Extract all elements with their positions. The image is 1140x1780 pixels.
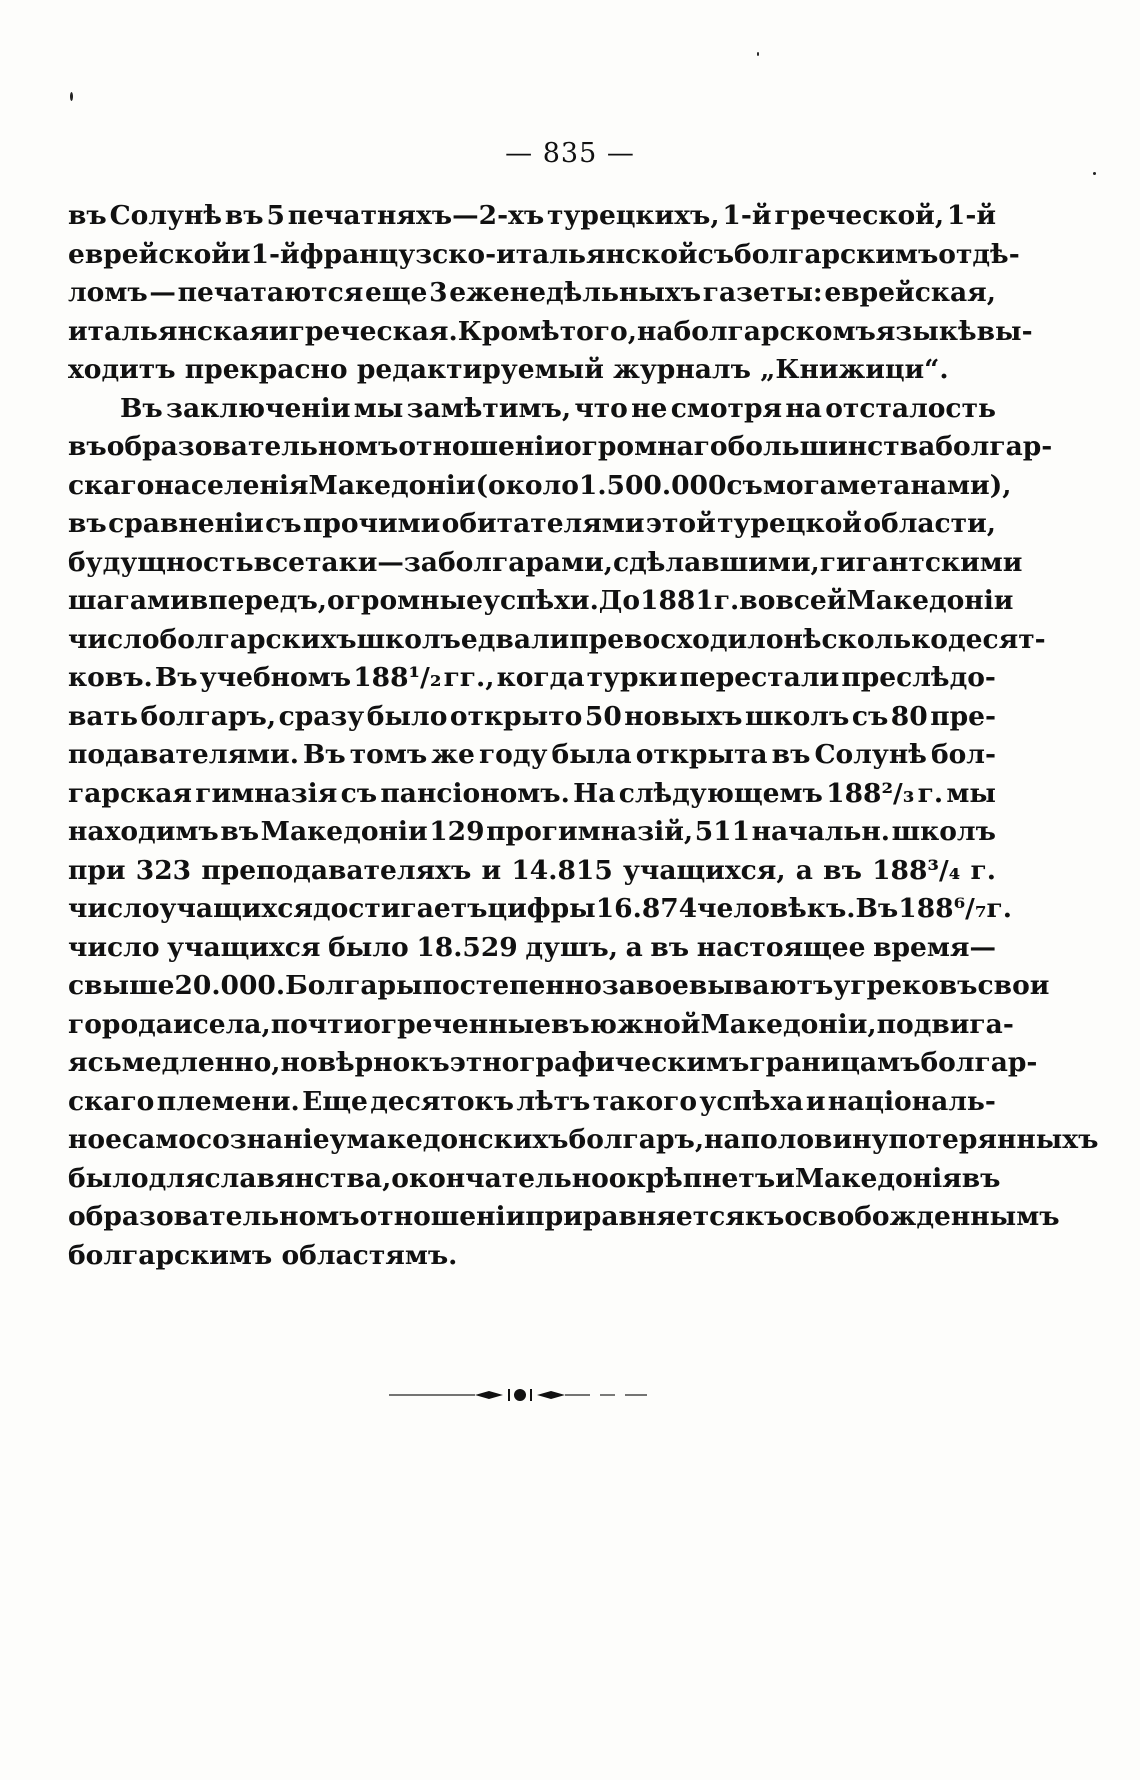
- text-line: число учащихся было 18.529 душъ, а въ настоящее время—: [68, 931, 996, 963]
- text-line: въ Солунѣ въ 5 печатняхъ—2-хъ турецкихъ, 1-й греческой, 1-й: [68, 200, 996, 231]
- text-line: гарская гимназія съ пансіономъ. На слѣдующемъ 188²/₃ г. мы: [68, 777, 996, 809]
- text-line: вать болгаръ, сразу было открыто 50 новыхъ школъ съ 80 пре-: [68, 700, 996, 732]
- text-line: находимъ въ Македоніи 129 прогимназій, 511 начальн. школъ: [68, 816, 996, 847]
- text-line: образовательномъ отношеніи приравняется къ освобожденнымъ: [68, 1201, 1060, 1232]
- text-line: шагами впередъ, огромные успѣхи. До 1881 г. во всей Македоніи: [68, 585, 1014, 616]
- text-line: свыше 20.000. Болгары постепенно завоевываютъ у грековъ свои: [68, 970, 1050, 1001]
- text-line: скаго населенія Македоніи (около 1.500.000 съ могаметанами),: [68, 469, 1012, 501]
- end-ornament: [385, 1380, 655, 1410]
- text-line: было для славянства, окончательно окрѣпнетъ и Македонія въ: [68, 1162, 1001, 1194]
- paragraph-2: [68, 390, 1099, 1276]
- text-line: болгарскимъ областямъ.: [68, 1239, 458, 1271]
- page-number: — 835 —: [505, 138, 635, 169]
- text-line: въ сравненіи съ прочими обитателями этой турецкой области,: [68, 508, 996, 539]
- text-line: ясь медленно, но вѣрно къ этнографическимъ границамъ болгар-: [68, 1047, 1038, 1078]
- paragraph-1: [68, 197, 1033, 390]
- text-line: будущность все таки—за болгарами, сдѣлавшими, гигантскими: [68, 546, 1023, 578]
- text-line: ломъ — печатаются еще 3 еженедѣльныхъ газеты: еврейская,: [68, 277, 996, 308]
- text-line: число учащихся достигаетъ цифры 16.874 человѣкъ. Въ 188⁶/₇ г.: [68, 893, 1012, 924]
- body-text: [68, 197, 1099, 1275]
- text-line: Въ заключеніи мы замѣтимъ, что не смотря на отсталость: [120, 392, 996, 424]
- text-line: ковъ. Въ учебномъ 188¹/₂ гг., когда турки перестали преслѣдо-: [68, 662, 996, 693]
- text-line: подавателями. Въ томъ же году была открыта въ Солунѣ бол-: [68, 739, 996, 770]
- text-line: итальянская и греческая. Кромѣ того, на болгарскомъ языкѣ вы-: [68, 315, 1033, 347]
- ink-speck: [757, 52, 759, 56]
- text-line: скаго племени. Еще десятокъ лѣтъ такого успѣха и національ-: [68, 1085, 996, 1117]
- ink-speck: [1093, 172, 1096, 175]
- text-line: ходитъ прекрасно редактируемый журналъ „Книжици“.: [68, 354, 949, 385]
- text-line: еврейской и 1-й французско - итальянской съ болгарскимъ отдѣ-: [68, 238, 1020, 270]
- text-line: города и села, почти огреченные въ южной Македоніи, подвига-: [68, 1008, 1014, 1040]
- text-line: ное самосознаніе у македонскихъ болгаръ, наполовину потерянныхъ: [68, 1124, 1099, 1155]
- ink-speck: [70, 92, 73, 101]
- text-line: въ образовательномъ отношеніи огромнаго большинства болгар-: [68, 431, 1053, 462]
- text-line: число болгарскихъ школъ едвали превосходило нѣсколько десят-: [68, 623, 1046, 655]
- text-line: при 323 преподавателяхъ и 14.815 учащихся, а въ 188³/₄ г.: [68, 854, 996, 886]
